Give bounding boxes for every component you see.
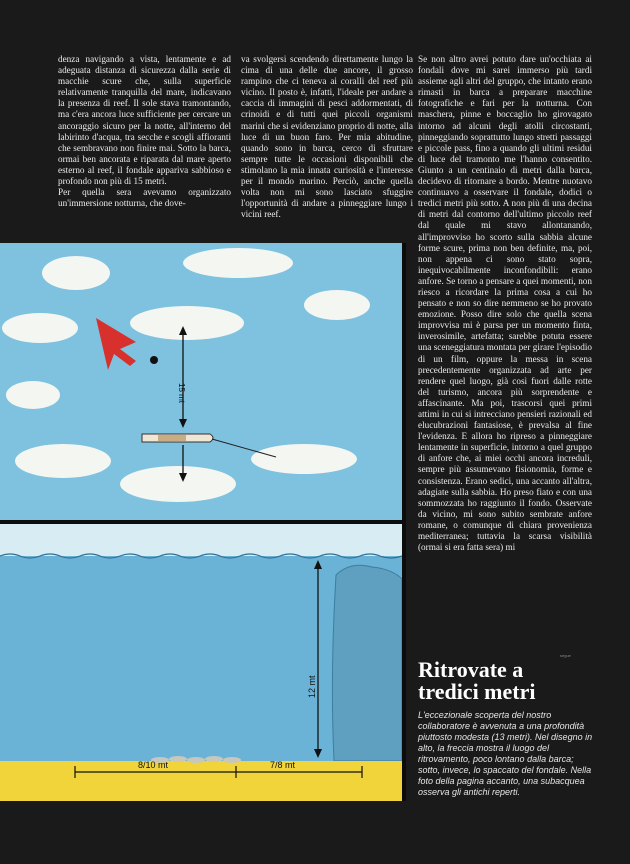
distance-right-label: 7/8 mt bbox=[270, 760, 296, 770]
reef-patch bbox=[120, 466, 236, 502]
reef-patch bbox=[6, 381, 60, 409]
continued-marker: segue bbox=[560, 653, 571, 658]
boat bbox=[142, 434, 213, 442]
article-paragraph: Se non altro avrei potuto dare un'occhiata ai fondali dove mi sarei immerso più tardi assieme agli altri del gruppo, che intanto erano rimasti in barca a preparare macchine fotografiche e fari per la notturna. Con maschera, pinne e boccaglio ho girovagato intorno ad alcuni degli atolli circostanti, pinneggiando soprattutto lungo stretti passaggi e piccole pass, fino a quando gli ultimi residui di luce del tramonto me l'hanno consentito. Giunto a un centinaio di metri dalla barca, decidevo di ritornare a bordo. Mentre nuotavo continuavo a osservare il fondale, dodici o tredici metri più sotto. A non più di una decina di metri dal contorno dell'ultimo piccolo reef dal quale mi stavo allontanando, all'improvviso ho scorto sulla sabbia alcune forme scure, prima non ben definite, ma, poi, non appena ci sono stato sopra, inequivocabilmente inconfondibili: erano anfore. Se torno a pensare a quei momenti, non riesco a ricordare la prima cosa a cui ho pensato e non so dire nemmeno se ho provato emozione. Posso dire solo che quella scena improvvisa mi è parsa per un momento finta, inverosimile, artefatta; sarebbe potuta essere una sceneggiatura montata per girare l'episodio di un film, oppure la messa in scena precedentemente organizzata ad arte per rendere quel luogo, già così fuori dalle rotte del turismo, ancora più sorprendente e affascinante. Ma poi, trascorsi quei primi attimi in cui si intrecciano pensieri razionali ed elucubrazioni fantasiose, è prevalsa al fine l'evidenza. E allora ho ripreso a pinneggiare lentamente in superficie, intorno a quel gruppo di anfore che, ai miei occhi ancora increduli, sempre più assumevano fisionomia, forme e consistenza. Erano sedici, una accanto all'altra, adagiate sulla sabbia. Ho preso fiato e con una sommozzata ho raggiunto il fondo. Osservate da vicino, mi sono subito sembrate anfore romane, o comunque di chiara provenienza mediterranea; tuttavia la scarsa visibilità (ormai si era fatta sera) mi bbox=[418, 54, 592, 553]
reef-patch bbox=[42, 256, 110, 290]
reef-patch bbox=[251, 444, 357, 474]
reef-patch bbox=[304, 290, 370, 320]
article-column-1 bbox=[58, 54, 231, 209]
reef-patch bbox=[183, 248, 293, 278]
distance-left-label: 8/10 mt bbox=[138, 760, 169, 770]
article-paragraph: Per quella sera avevamo organizzato un'immersione notturna, che dove- bbox=[58, 187, 231, 209]
depth-label: 12 mt bbox=[307, 675, 317, 698]
find-location-dot bbox=[150, 356, 158, 364]
reef-wall bbox=[332, 565, 402, 761]
sky-band bbox=[0, 524, 402, 556]
reef-patch bbox=[2, 313, 78, 343]
sand-bottom bbox=[0, 761, 402, 801]
headline-line: tredici metri bbox=[418, 679, 536, 704]
reef-patch bbox=[15, 444, 111, 478]
reef-patch bbox=[130, 306, 244, 340]
figure-caption: L'eccezionale scoperta del nostro collaboratore è avvenuta a una profondità piuttosto modesta (13 metri). Nel disegno in alto, la freccia mostra il luogo del ritrovamento, poco lontano dalla barca; sotto, invece, lo spaccato del fondale. Nella foto della pagina accanto, una subacquea osserva gli antichi reperti. bbox=[418, 710, 593, 797]
headline-line: Ritrovate a bbox=[418, 657, 524, 682]
distance-label: 15 mt bbox=[177, 383, 186, 404]
article-column-3 bbox=[418, 54, 592, 553]
article-paragraph: va svolgersi scendendo direttamente lungo la cima di una delle due ancore, il grosso rampino che ci teneva ai coralli del reef più vicino. Il posto è, infatti, l'ideale per andare a caccia di immagini di pesci addormentati, di crinoidi e di tutti quei piccoli organismi marini che si evidenziano proprio di notte, alla luce di un buon faro. Per mia abitudine, quando sono in barca, cerco di sfruttare sempre tutte le occasioni disponibili che stimolano la mia innata curiosità e l'interesse per il mondo marino. Perciò, anche quella volta non mi sono lasciato sfuggire l'opportunità di andare a pinneggiare lungo i vicini reef. bbox=[241, 54, 413, 220]
sidebar-headline bbox=[418, 659, 598, 703]
article-paragraph: denza navigando a vista, lentamente e ad adeguata distanza di sicurezza dalla serie di macchie scure che, sulla superficie relativamente tranquilla del mare, indicavano la presenza di reef. Il sole stava tramontando, ma c'era ancora luce sufficiente per cercare un ancoraggio sicuro per la notte, all'interno del labirinto d'acqua, tra secche e scogli affioranti che sembravano non finire mai. Sotto la barca, ormai ben ancorata e riparata dal mare aperto esterno al reef, il fondale appariva sabbioso e profondo non più di 15 metri. bbox=[58, 54, 231, 187]
reef-illustration bbox=[0, 243, 406, 801]
article-column-2 bbox=[241, 54, 413, 220]
